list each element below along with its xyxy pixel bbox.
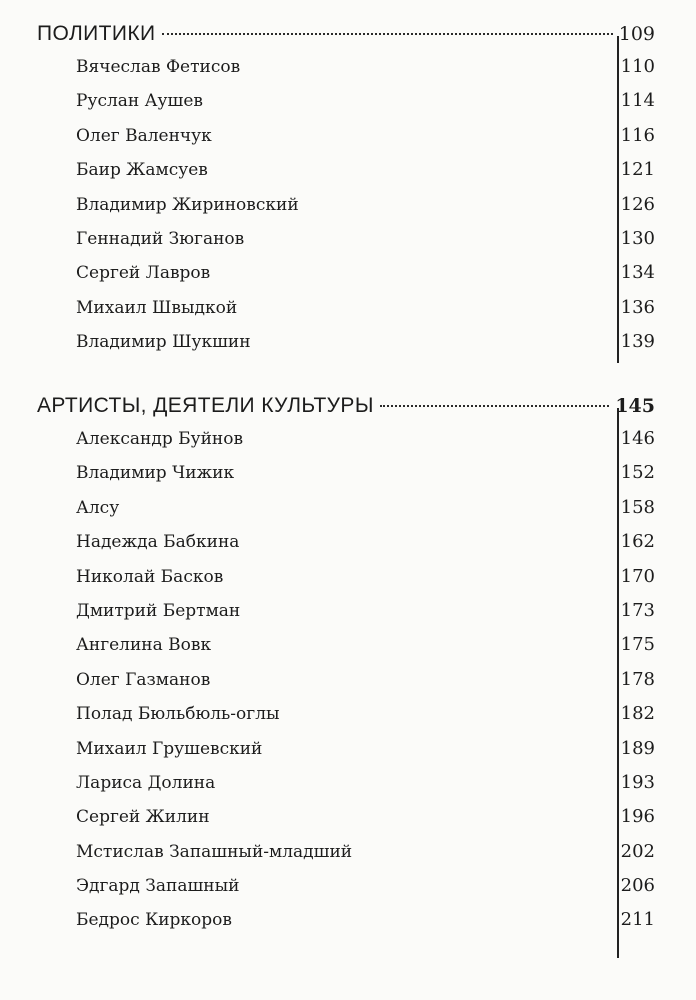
entry-name: Алсу [76, 497, 120, 518]
entry-name: Михаил Швыдкой [76, 297, 238, 318]
entry-name: Владимир Жириновский [76, 194, 299, 215]
toc-entry [76, 56, 655, 90]
entry-name: Руслан Аушев [76, 91, 203, 112]
entry-page-number: 196 [620, 806, 655, 828]
toc-entry [76, 875, 655, 909]
section-heading [37, 22, 655, 56]
toc-entry [76, 738, 655, 772]
entry-name: Сергей Жилин [76, 807, 210, 828]
toc-entry [76, 634, 655, 668]
toc-entry [76, 428, 655, 462]
toc-entry [76, 669, 655, 703]
toc-entry [76, 331, 655, 365]
section-page-number: 109 [618, 23, 655, 45]
dot-leader [380, 405, 610, 407]
toc-entry [76, 297, 655, 331]
entry-page-number: 136 [620, 296, 655, 318]
toc-entry [76, 125, 655, 159]
toc-section-politicians [0, 22, 696, 366]
entry-name: Баир Жамсуев [76, 160, 208, 181]
entry-page-number: 206 [620, 875, 655, 897]
entry-page-number: 146 [620, 428, 655, 449]
entry-page-number: 173 [620, 599, 655, 621]
entry-page-number: 121 [620, 159, 655, 181]
entry-page-number: 126 [620, 193, 655, 215]
entry-name: Ангелина Вовк [76, 635, 212, 656]
section-title: ПОЛИТИКИ [37, 22, 156, 45]
entry-name: Надежда Бабкина [76, 532, 240, 553]
toc-entry [76, 703, 655, 737]
entry-name: Геннадий Зюганов [76, 228, 245, 249]
entry-page-number: 211 [620, 909, 655, 931]
entry-name: Сергей Лавров [76, 263, 211, 284]
entry-page-number: 158 [620, 496, 655, 518]
toc-entry [76, 841, 655, 875]
entry-page-number: 152 [620, 462, 655, 484]
entry-name: Эдгард Запашный [76, 876, 240, 897]
entry-name: Олег Валенчук [76, 125, 212, 146]
toc-entry [76, 228, 655, 262]
toc-entry [76, 159, 655, 193]
entry-name: Олег Газманов [76, 669, 211, 690]
toc-entry [76, 566, 655, 600]
entry-name: Дмитрий Бертман [76, 600, 241, 621]
entry-name: Владимир Шукшин [76, 332, 251, 353]
entry-page-number: 182 [620, 703, 655, 725]
toc-entry [76, 462, 655, 496]
entry-page-number: 178 [620, 668, 655, 690]
entry-name: Александр Буйнов [76, 429, 244, 449]
toc-entry [76, 772, 655, 806]
section-title: АРТИСТЫ, ДЕЯТЕЛИ КУЛЬТУРЫ [37, 394, 374, 417]
entry-page-number: 116 [620, 124, 655, 146]
dot-leader [162, 33, 613, 35]
entry-name: Лариса Долина [76, 772, 216, 793]
entry-name: Михаил Грушевский [76, 738, 263, 759]
entry-page-number: 114 [620, 90, 655, 112]
entry-page-number: 193 [620, 771, 655, 793]
section-heading [37, 394, 655, 428]
section-page-number: 145 [615, 395, 655, 417]
entry-page-number: 134 [620, 262, 655, 284]
entry-page-number: 139 [620, 331, 655, 353]
entry-name: Вячеслав Фетисов [76, 57, 241, 77]
toc-entry [76, 806, 655, 840]
entry-name: Мстислав Запашный-младший [76, 841, 353, 862]
toc-entry [76, 90, 655, 124]
toc-entry [76, 194, 655, 228]
toc-entry [76, 600, 655, 634]
toc-entry [76, 531, 655, 565]
entry-page-number: 170 [620, 565, 655, 587]
toc-section-artists [0, 394, 696, 944]
entry-page-number: 189 [620, 737, 655, 759]
entry-page-number: 110 [620, 56, 655, 77]
entry-name: Николай Басков [76, 566, 224, 587]
entry-page-number: 175 [620, 634, 655, 656]
entry-name: Полад Бюльбюль-оглы [76, 704, 280, 725]
entry-name: Бедрос Киркоров [76, 910, 232, 931]
toc-entry [76, 262, 655, 296]
entry-page-number: 130 [620, 227, 655, 249]
toc-entry [76, 909, 655, 943]
toc-entry [76, 497, 655, 531]
entry-page-number: 202 [620, 840, 655, 862]
entry-name: Владимир Чижик [76, 463, 235, 484]
entry-page-number: 162 [620, 531, 655, 553]
